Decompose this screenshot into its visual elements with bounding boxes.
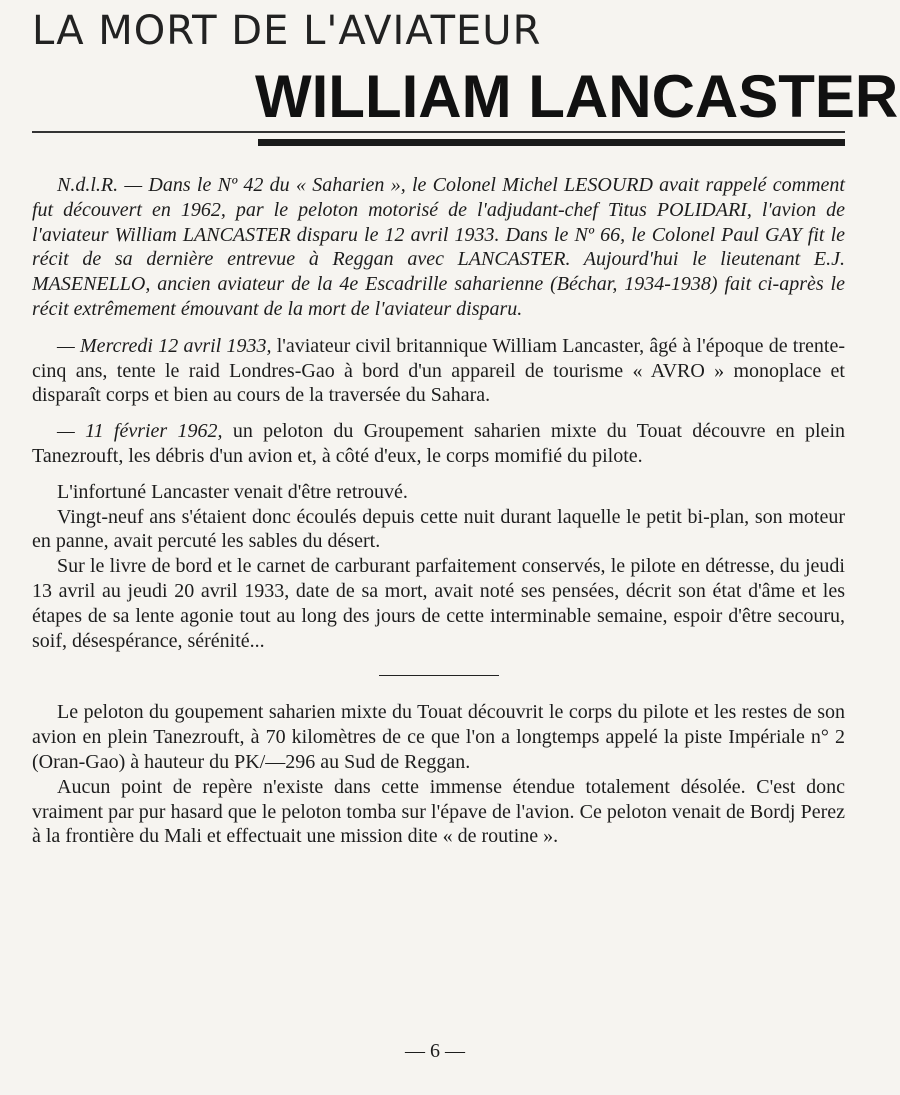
paragraph-5: Sur le livre de bord et le carnet de carburant parfaitement conservés, le pilote en détresse, du jeudi 13 avril au jeudi 20 avril 1933, date de sa mort, avait noté ses pensées, décrit son état d'âme et les étapes de sa lente agonie tout au long des jours de cette interminable semaine, espoir d'être secouru, soif, désespérance, sérénité... bbox=[32, 555, 845, 652]
paragraph-1-text: l'aviateur civil britannique William Lancaster, âgé à l'époque de trente-cinq ans, tente le raid Londres-Gao à bord d'un appareil de tourisme « AVRO » monoplace et disparaît corps et bien au cours de la traversée du Sahara. bbox=[32, 334, 845, 407]
header-thick-rule bbox=[258, 139, 845, 146]
editor-note: N.d.l.R. — Dans le Nº 42 du « Saharien », le Colonel Michel LESOURD avait rappelé comment fut découvert en 1962, par le peloton motorisé de l'adjudant-chef Titus POLIDARI, l'avion de l'aviateur William LANCASTER disparu le 12 avril 1933. Dans le Nº 66, le Colonel Paul GAY fit le récit de sa dernière entrevue à Reggan avec LANCASTER. Aujourd'hui le lieutenant E.J. MASENELLO, ancien aviateur de la 4e Escadrille saharienne (Béchar, 1934-1938) fait ci-après le récit extrêmement émouvant de la mort de l'aviateur disparu. bbox=[32, 174, 845, 320]
section-separator bbox=[379, 675, 499, 676]
article-kicker: LA MORT DE L'AVIATEUR bbox=[32, 8, 542, 54]
paragraph-1 bbox=[32, 334, 845, 408]
paragraph-6: Le peloton du goupement saharien mixte du Touat découvrit le corps du pilote et les restes de son avion en plein Tanezrouft, à 70 kilomètres de ce que l'on a longtemps appelé la piste Impériale n° 2 (Oran-Gao) à hauteur du PK/—296 au Sud de Reggan. bbox=[32, 701, 845, 773]
paragraph-2-date: — 11 février 1962, bbox=[57, 420, 223, 443]
paragraph-2 bbox=[32, 419, 845, 469]
header-thin-rule bbox=[32, 131, 845, 133]
paragraph-2-text: un peloton du Groupement saharien mixte du Touat découvre en plein Tanezrouft, les débris d'un avion et, à côté d'eux, le corps momifié du pilote. bbox=[32, 420, 845, 467]
article-headline: WILLIAM LANCASTER bbox=[255, 63, 899, 130]
article-body bbox=[32, 173, 845, 849]
page-number: — 6 — bbox=[405, 1040, 465, 1062]
paragraph-4: Vingt-neuf ans s'étaient donc écoulés depuis cette nuit durant laquelle le petit bi-plan, son moteur en panne, avait percuté les sables du désert. bbox=[32, 505, 845, 553]
paragraph-1-date: — Mercredi 12 avril 1933, bbox=[57, 334, 272, 357]
paragraph-3: L'infortuné Lancaster venait d'être retrouvé. bbox=[57, 480, 408, 503]
paragraph-7: Aucun point de repère n'existe dans cette immense étendue totalement désolée. C'est donc vraiment par pur hasard que le peloton tomba sur l'épave de l'avion. Ce peloton venait de Bordj Perez à la frontière du Mali et effectuait une mission dite « de routine ». bbox=[32, 775, 845, 848]
